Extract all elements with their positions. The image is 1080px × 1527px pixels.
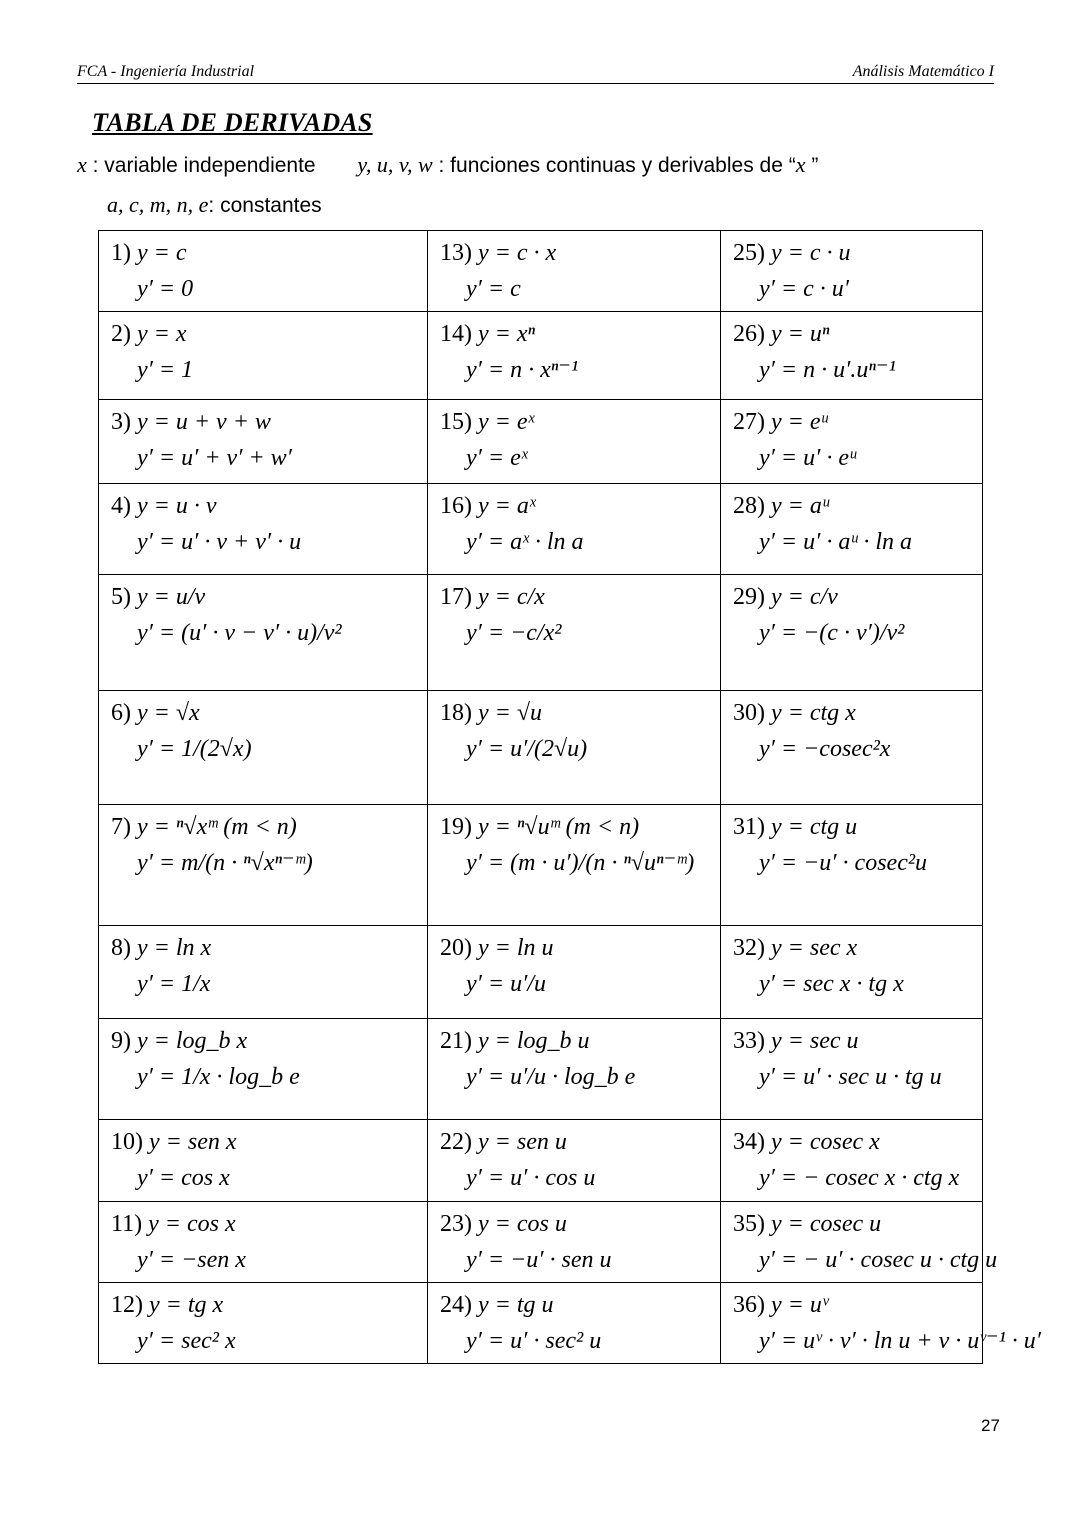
rule-derivative-formula: y′ = − u′ · cosec u · ctg u: [759, 1247, 998, 1273]
rule-content: [99, 231, 427, 311]
rule-cell: [721, 691, 983, 805]
rule-cell: [721, 400, 983, 484]
rule-function: [111, 1287, 427, 1323]
table-row: [99, 231, 983, 312]
legend-x-symbol: x: [77, 152, 87, 177]
legend-funcs-desc: : funciones continuas y derivables de “: [438, 154, 796, 177]
rule-content: [428, 1019, 720, 1099]
rule-number: 26): [733, 321, 765, 347]
rule-function: [440, 1124, 720, 1160]
table-row: [99, 1120, 983, 1202]
page-number: 27: [981, 1416, 1000, 1435]
rule-derivative-formula: y′ = − cosec x · ctg x: [759, 1165, 960, 1191]
rule-cell: [428, 805, 721, 926]
rule-number: 35): [733, 1211, 765, 1237]
rule-number: 12): [111, 1292, 143, 1318]
rule-derivative: [111, 1059, 427, 1095]
table-row: [99, 926, 983, 1019]
rule-function: [440, 404, 720, 440]
rule-cell: [99, 1283, 428, 1364]
rule-derivative-formula: y′ = c: [466, 276, 521, 302]
rule-content: [99, 1120, 427, 1200]
rule-derivative-formula: y′ = u′ · sec² u: [466, 1328, 602, 1354]
rule-formula: y = ⁿ√uᵐ (m < n): [478, 814, 640, 840]
rule-number: 8): [111, 935, 131, 961]
rule-number: 17): [440, 584, 472, 610]
rule-function: [733, 1206, 982, 1242]
legend-funcs-close: ”: [805, 154, 819, 177]
rule-derivative-formula: y′ = eˣ: [466, 445, 528, 471]
rule-content: [99, 1019, 427, 1099]
legend-consts-symbols: a, c, m, n, e: [107, 192, 209, 217]
rule-derivative-formula: y′ = 1: [137, 357, 194, 383]
rule-function: [440, 235, 720, 271]
rule-content: [99, 575, 427, 655]
rule-derivative-formula: y′ = (u′ · v − v′ · u)/v²: [137, 620, 342, 646]
rule-content: [721, 575, 982, 655]
rule-cell: [428, 231, 721, 312]
rule-number: 28): [733, 493, 765, 519]
legend-funcs-symbols: y, u, v, w: [357, 152, 433, 177]
rule-derivative-formula: y′ = u′ · v + v′ · u: [137, 529, 302, 555]
rule-formula: y = ln x: [137, 935, 212, 961]
rule-cell: [721, 1120, 983, 1202]
rule-function: [733, 404, 982, 440]
rule-derivative: [733, 271, 982, 307]
rule-content: [428, 1202, 720, 1282]
rule-derivative: [440, 731, 720, 767]
rule-content: [721, 312, 982, 392]
rule-cell: [99, 691, 428, 805]
rule-formula: y = ln u: [478, 935, 554, 961]
rule-function: [440, 695, 720, 731]
rule-content: [721, 484, 982, 564]
rule-function: [440, 1287, 720, 1323]
rule-number: 7): [111, 814, 131, 840]
rule-content: [99, 1283, 427, 1363]
rule-cell: [721, 1019, 983, 1120]
rule-formula: y = sec u: [771, 1028, 859, 1054]
rule-function: [111, 404, 427, 440]
page-header: [77, 60, 994, 84]
table-row: [99, 1202, 983, 1283]
rule-cell: [721, 805, 983, 926]
rule-function: [111, 1124, 427, 1160]
rule-derivative: [733, 966, 982, 1002]
header-course: FCA - Ingeniería Industrial: [77, 63, 255, 80]
rule-function: [440, 488, 720, 524]
rule-derivative-formula: y′ = 1/x · log_b e: [137, 1064, 300, 1090]
rule-cell: [99, 805, 428, 926]
rule-cell: [721, 231, 983, 312]
rule-function: [733, 1124, 982, 1160]
rule-cell: [428, 312, 721, 400]
rule-formula: y = log_b x: [137, 1028, 248, 1054]
rule-cell: [721, 926, 983, 1019]
rule-number: 4): [111, 493, 131, 519]
rule-cell: [99, 312, 428, 400]
rule-content: [721, 926, 982, 1006]
rule-derivative-formula: y′ = (m · u′)/(n · ⁿ√uⁿ⁻ᵐ): [466, 850, 695, 876]
rule-content: [721, 1019, 982, 1099]
table-row: [99, 1019, 983, 1120]
rule-number: 24): [440, 1292, 472, 1318]
rule-function: [440, 930, 720, 966]
rule-content: [428, 691, 720, 771]
rule-derivative-formula: y′ = cos x: [137, 1165, 230, 1191]
rule-function: [733, 695, 982, 731]
rule-derivative: [733, 524, 982, 560]
rule-function: [111, 488, 427, 524]
rule-derivative-formula: y′ = n · u′.uⁿ⁻¹: [759, 357, 896, 383]
rule-content: [721, 1283, 1042, 1363]
legend-consts-desc: : constantes: [208, 194, 322, 217]
rule-derivative: [733, 845, 982, 881]
legend-constants: [107, 192, 322, 218]
rule-function: [440, 579, 720, 615]
rule-derivative: [111, 1242, 427, 1278]
rule-derivative-formula: y′ = aˣ · ln a: [466, 529, 584, 555]
rule-function: [440, 1206, 720, 1242]
rule-derivative: [733, 440, 982, 476]
rule-cell: [721, 312, 983, 400]
rule-content: [99, 484, 427, 564]
rule-content: [428, 312, 720, 392]
rule-cell: [721, 1283, 1042, 1364]
rule-derivative: [111, 271, 427, 307]
rule-function: [440, 809, 720, 845]
rule-cell: [428, 1202, 721, 1283]
rule-content: [428, 231, 720, 311]
rule-content: [428, 926, 720, 1006]
rule-derivative-formula: y′ = u′/u: [466, 971, 547, 997]
rule-number: 10): [111, 1129, 143, 1155]
rule-content: [99, 805, 427, 885]
rule-content: [721, 1120, 982, 1200]
rule-formula: y = cosec u: [771, 1211, 882, 1237]
rule-content: [99, 400, 427, 480]
rule-formula: y = ⁿ√xᵐ (m < n): [137, 814, 297, 840]
rule-number: 21): [440, 1028, 472, 1054]
legend-variables: [77, 152, 818, 178]
rule-cell: [99, 1120, 428, 1202]
rule-number: 5): [111, 584, 131, 610]
rule-function: [733, 930, 982, 966]
rule-cell: [428, 691, 721, 805]
rule-formula: y = eˣ: [478, 409, 535, 435]
rule-formula: y = √u: [478, 700, 543, 726]
rule-derivative: [440, 1160, 720, 1196]
rule-derivative: [440, 966, 720, 1002]
rule-derivative-formula: y′ = u′ · eᵘ: [759, 445, 857, 471]
rule-number: 11): [111, 1211, 143, 1237]
rule-content: [99, 926, 427, 1006]
rule-derivative: [111, 845, 427, 881]
rule-derivative: [733, 352, 982, 388]
rule-number: 16): [440, 493, 472, 519]
rule-derivative: [733, 1059, 982, 1095]
rule-function: [111, 579, 427, 615]
table-row: [99, 400, 983, 484]
rule-derivative-formula: y′ = u′ · sec u · tg u: [759, 1064, 942, 1090]
page-title: TABLA DE DERIVADAS: [92, 108, 373, 137]
table-row: [99, 484, 983, 575]
rule-derivative: [111, 615, 427, 651]
table-row: [99, 805, 983, 926]
rule-formula: y = tg x: [149, 1292, 224, 1318]
rule-formula: y = u · v: [137, 493, 217, 519]
rule-derivative-formula: y′ = u′ · aᵘ · ln a: [759, 529, 913, 555]
rule-derivative: [440, 1059, 720, 1095]
rule-derivative: [440, 271, 720, 307]
rule-formula: y = cos x: [148, 1211, 236, 1237]
rule-number: 22): [440, 1129, 472, 1155]
rule-function: [733, 488, 982, 524]
rule-derivative-formula: y′ = sec x · tg x: [759, 971, 904, 997]
rule-derivative: [440, 352, 720, 388]
rule-derivative: [733, 1160, 982, 1196]
rule-number: 3): [111, 409, 131, 435]
rule-cell: [99, 400, 428, 484]
rule-number: 36): [733, 1292, 765, 1318]
rule-derivative: [111, 352, 427, 388]
rule-number: 23): [440, 1211, 472, 1237]
rule-derivative-formula: y′ = c · u′: [759, 276, 849, 302]
rule-function: [111, 930, 427, 966]
rule-content: [721, 1202, 998, 1282]
rule-derivative-formula: y′ = uᵛ · v′ · ln u + v · uᵛ⁻¹ · u′: [759, 1328, 1042, 1354]
rule-function: [733, 235, 982, 271]
rule-number: 19): [440, 814, 472, 840]
rule-number: 33): [733, 1028, 765, 1054]
rule-formula: y = log_b u: [478, 1028, 590, 1054]
rule-cell: [428, 1283, 721, 1364]
rule-cell: [428, 400, 721, 484]
table-row: [99, 691, 983, 805]
rule-number: 9): [111, 1028, 131, 1054]
rule-formula: y = sen u: [478, 1129, 567, 1155]
rule-derivative-formula: y′ = n · xⁿ⁻¹: [466, 357, 579, 383]
rule-content: [721, 805, 982, 885]
rule-number: 15): [440, 409, 472, 435]
rule-content: [721, 400, 982, 480]
rule-number: 25): [733, 240, 765, 266]
table-row: [99, 575, 983, 691]
rule-formula: y = uⁿ: [771, 321, 830, 347]
legend-x-desc: : variable independiente: [92, 154, 316, 177]
rule-formula: y = cosec x: [771, 1129, 880, 1155]
rule-content: [721, 691, 982, 771]
rule-number: 1): [111, 240, 131, 266]
rule-cell: [428, 1120, 721, 1202]
rule-cell: [721, 484, 983, 575]
rule-derivative: [111, 524, 427, 560]
rule-derivative-formula: y′ = 1/(2√x): [137, 736, 252, 762]
rule-content: [428, 805, 720, 885]
rule-formula: y = xⁿ: [478, 321, 536, 347]
derivatives-table: [98, 230, 1042, 1364]
rule-number: 6): [111, 700, 131, 726]
rule-formula: y = √x: [137, 700, 200, 726]
header-subject: Análisis Matemático I: [852, 63, 994, 80]
table-row: [99, 312, 983, 400]
rule-number: 2): [111, 321, 131, 347]
rule-function: [733, 1023, 982, 1059]
rule-formula: y = c/x: [478, 584, 545, 610]
rule-cell: [99, 926, 428, 1019]
rule-function: [440, 316, 720, 352]
rule-content: [428, 1120, 720, 1200]
rule-formula: y = aˣ: [478, 493, 536, 519]
rule-number: 13): [440, 240, 472, 266]
rule-function: [111, 1206, 427, 1242]
rule-function: [733, 579, 982, 615]
rule-cell: [99, 575, 428, 691]
rule-derivative: [440, 440, 720, 476]
rule-formula: y = sec x: [771, 935, 858, 961]
rule-content: [428, 484, 720, 564]
rule-function: [111, 1023, 427, 1059]
rule-number: 30): [733, 700, 765, 726]
rule-derivative: [111, 1160, 427, 1196]
rule-number: 27): [733, 409, 765, 435]
rule-formula: y = c · x: [478, 240, 557, 266]
rule-derivative: [733, 615, 982, 651]
rule-derivative-formula: y′ = −c/x²: [466, 620, 562, 646]
rule-derivative-formula: y′ = −(c · v′)/v²: [759, 620, 905, 646]
rule-content: [99, 312, 427, 392]
rule-formula: y = cos u: [478, 1211, 567, 1237]
rule-derivative-formula: y′ = −cosec²x: [759, 736, 891, 762]
rule-derivative-formula: y′ = u′/u · log_b e: [466, 1064, 636, 1090]
rule-formula: y = c/v: [771, 584, 838, 610]
rule-cell: [99, 1019, 428, 1120]
rule-formula: y = c: [137, 240, 187, 266]
rule-cell: [428, 484, 721, 575]
rule-cell: [99, 484, 428, 575]
rule-derivative-formula: y′ = −u′ · sen u: [466, 1247, 612, 1273]
rule-formula: y = tg u: [478, 1292, 554, 1318]
rule-cell: [721, 575, 983, 691]
rule-content: [428, 1283, 720, 1363]
rule-derivative: [111, 966, 427, 1002]
rule-function: [733, 809, 982, 845]
rule-derivative-formula: y′ = u′/(2√u): [466, 736, 588, 762]
table-row: [99, 1283, 983, 1364]
rule-derivative-formula: y′ = m/(n · ⁿ√xⁿ⁻ᵐ): [137, 850, 313, 876]
rule-content: [721, 231, 982, 311]
rule-cell: [428, 575, 721, 691]
rule-derivative: [733, 1323, 1042, 1359]
rule-formula: y = x: [137, 321, 187, 347]
rule-number: 20): [440, 935, 472, 961]
rule-formula: y = ctg x: [771, 700, 856, 726]
rule-derivative-formula: y′ = −sen x: [137, 1247, 246, 1273]
rule-derivative-formula: y′ = sec² x: [137, 1328, 236, 1354]
rule-formula: y = eᵘ: [771, 409, 828, 435]
rule-cell: [428, 1019, 721, 1120]
rule-formula: y = sen x: [149, 1129, 237, 1155]
rule-function: [111, 809, 427, 845]
rule-derivative: [440, 524, 720, 560]
rule-cell: [99, 231, 428, 312]
rule-number: 29): [733, 584, 765, 610]
rule-formula: y = ctg u: [771, 814, 858, 840]
rule-cell: [99, 1202, 428, 1283]
rule-function: [733, 316, 982, 352]
rule-derivative-formula: y′ = u′ · cos u: [466, 1165, 596, 1191]
rule-number: 18): [440, 700, 472, 726]
rule-function: [733, 1287, 982, 1323]
legend-funcs-x: x: [795, 152, 806, 177]
rule-derivative: [440, 845, 720, 881]
rule-number: 14): [440, 321, 472, 347]
rule-function: [440, 1023, 720, 1059]
rule-number: 34): [733, 1129, 765, 1155]
rule-derivative: [733, 1242, 998, 1278]
rule-formula: y = u + v + w: [137, 409, 271, 435]
rule-derivative-formula: y′ = u′ + v′ + w′: [137, 445, 292, 471]
rule-content: [99, 1202, 427, 1282]
rule-content: [99, 691, 427, 771]
rule-derivative: [733, 731, 982, 767]
rule-formula: y = c · u: [771, 240, 851, 266]
rule-cell: [721, 1202, 998, 1283]
rule-derivative: [111, 731, 427, 767]
rule-formula: y = aᵘ: [771, 493, 829, 519]
rule-derivative: [440, 1242, 720, 1278]
rule-derivative-formula: y′ = 0: [137, 276, 194, 302]
rule-function: [111, 235, 427, 271]
rule-derivative: [440, 1323, 720, 1359]
rule-derivative: [111, 1323, 427, 1359]
rule-function: [111, 695, 427, 731]
rule-derivative-formula: y′ = 1/x: [137, 971, 211, 997]
rule-content: [428, 400, 720, 480]
rule-formula: y = u/v: [137, 584, 206, 610]
rule-formula: y = uᵛ: [771, 1292, 829, 1318]
rule-function: [111, 316, 427, 352]
rule-cell: [428, 926, 721, 1019]
rule-derivative: [111, 440, 427, 476]
rule-derivative-formula: y′ = −u′ · cosec²u: [759, 850, 928, 876]
rule-number: 31): [733, 814, 765, 840]
rule-content: [428, 575, 720, 655]
rule-number: 32): [733, 935, 765, 961]
rule-derivative: [440, 615, 720, 651]
